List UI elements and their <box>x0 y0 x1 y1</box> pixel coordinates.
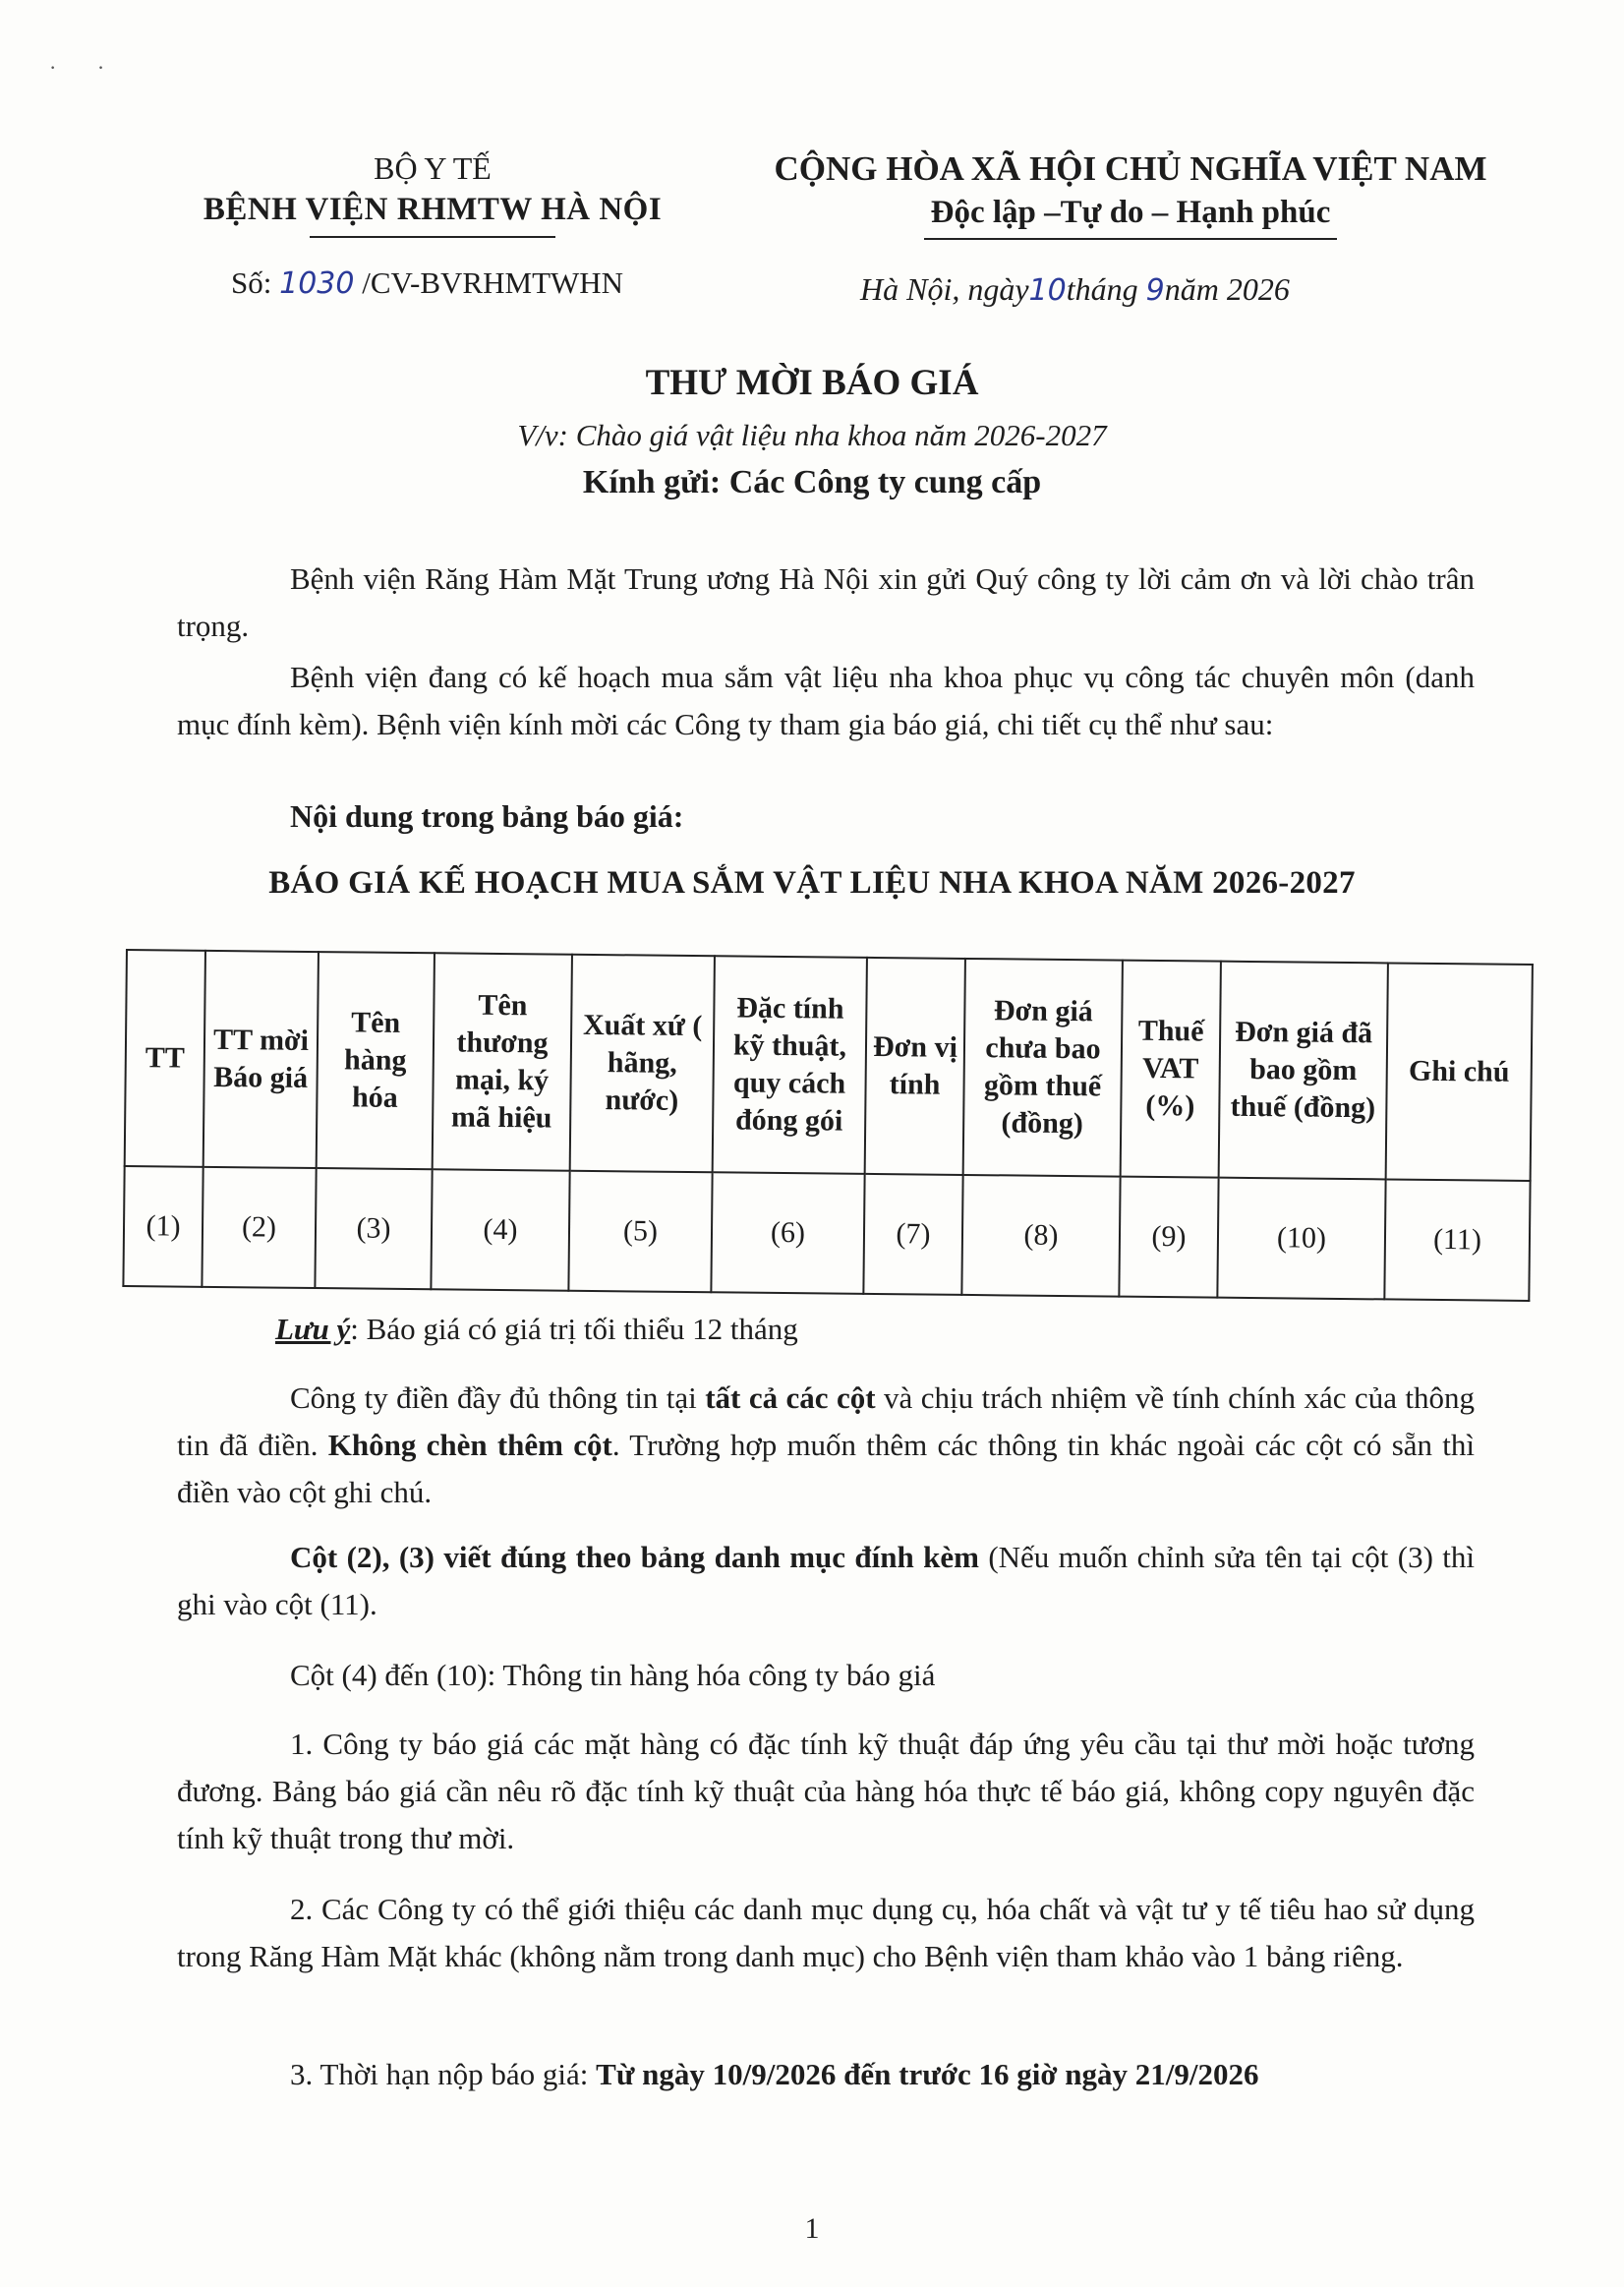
letter-subject: V/v: Chào giá vật liệu nha khoa năm 2026-2027 <box>517 418 1107 452</box>
handwritten-month: 9 <box>1145 273 1165 308</box>
note-label: Lưu ý <box>275 1312 351 1346</box>
table-index-row <box>123 1166 1530 1301</box>
handwritten-day: 10 <box>1028 273 1067 308</box>
issuer-underline <box>310 236 555 238</box>
table-cell: (11) <box>1384 1179 1530 1301</box>
letter-title: THƯ MỜI BÁO GIÁ <box>645 363 979 403</box>
instruction-columns-4-10: Cột (4) đến (10): Thông tin hàng hóa công ty báo giá <box>290 1658 936 1692</box>
document-number: Số: 1030 /CV-BVRHMTWHN <box>231 265 624 301</box>
quotation-table <box>122 949 1534 1302</box>
column-header: Đơn giá đã bao gồm thuế (đồng) <box>1219 962 1388 1180</box>
table-cell: (3) <box>315 1168 432 1289</box>
table-header-row <box>125 950 1533 1181</box>
table-cell: (5) <box>568 1171 712 1293</box>
handwritten-number: 1030 <box>279 266 355 301</box>
item-3-deadline: 3. Thời hạn nộp báo giá: Từ ngày 10/9/2026 đến trước 16 giờ ngày 21/9/2026 <box>290 2057 1259 2091</box>
content-heading: Nội dung trong bảng báo giá: <box>290 798 684 834</box>
column-header: Tên thương mại, ký mã hiệu <box>433 953 572 1170</box>
column-header: Đơn giá chưa bao gồm thuế (đồng) <box>963 959 1123 1177</box>
column-header: Đặc tính kỹ thuật, quy cách đóng gói <box>713 956 867 1174</box>
instruction-columns-2-3: Cột (2), (3) viết đúng theo bảng danh mục đính kèm (Nếu muốn chỉnh sửa tên tại cột (3) thì ghi vào cột (11). <box>177 1540 1475 1621</box>
table-title: BÁO GIÁ KẾ HOẠCH MUA SẮM VẬT LIỆU NHA KHOA NĂM 2026-2027 <box>268 865 1356 901</box>
national-motto: Độc lập –Tự do – Hạnh phúc <box>930 195 1331 230</box>
intro-paragraph-2: Bệnh viện đang có kế hoạch mua sắm vật liệu nha khoa phục vụ công tác chuyên môn (danh mục đính kèm). Bệnh viện kính mời các Công ty tham gia báo giá, chi tiết cụ thể như sau: <box>177 660 1475 741</box>
column-header: Ghi chú <box>1386 963 1533 1181</box>
issuer-block <box>147 147 718 238</box>
table-cell: (1) <box>123 1166 203 1287</box>
table-cell: (7) <box>863 1174 962 1295</box>
item-1: 1. Công ty báo giá các mặt hàng có đặc tính kỹ thuật đáp ứng yêu cầu tại thư mời hoặc tương đương. Bảng báo giá cần nêu rõ đặc tính kỹ thuật của hàng hóa thực tế báo giá, không copy nguyên đặc tính kỹ thuật trong thư mời. <box>177 1727 1475 1855</box>
page-number: 1 <box>804 2212 820 2245</box>
table-cell: (6) <box>711 1172 864 1294</box>
instruction-columns: Công ty điền đầy đủ thông tin tại tất cả các cột và chịu trách nhiệm về tính chính xác của thông tin đã điền. Không chèn thêm cột. Trường hợp muốn thêm các thông tin khác ngoài các cột có sẵn thì điền vào cột ghi chú. <box>177 1380 1476 1509</box>
item-2: 2. Các Công ty có thể giới thiệu các danh mục dụng cụ, hóa chất và vật tư y tế tiêu hao sử dụng trong Răng Hàm Mặt khác (không nằm trong danh mục) cho Bệnh viện tham khảo vào 1 bảng riêng. <box>177 1892 1475 1973</box>
column-header: Xuất xứ ( hãng, nước) <box>570 955 715 1173</box>
national-heading <box>727 147 1534 240</box>
validity-note: Lưu ý: Báo giá có giá trị tối thiểu 12 tháng <box>275 1312 798 1346</box>
column-header: TT mời Báo giá <box>203 951 319 1168</box>
republic-name: CỘNG HÒA XÃ HỘI CHỦ NGHĨA VIỆT NAM <box>774 149 1487 188</box>
table-cell: (8) <box>961 1175 1120 1297</box>
column-header: Thuế VAT (%) <box>1121 961 1221 1178</box>
motto-underline <box>924 238 1337 240</box>
table-cell: (9) <box>1119 1177 1218 1298</box>
letter-recipient: Kính gửi: Các Công ty cung cấp <box>582 464 1042 500</box>
column-header: Đơn vị tính <box>865 958 965 1175</box>
intro-paragraph-1: Bệnh viện Răng Hàm Mặt Trung ương Hà Nội xin gửi Quý công ty lời cảm ơn và lời chào trân trọng. <box>177 561 1475 643</box>
table-cell: (4) <box>431 1169 569 1290</box>
ministry-name: BỘ Y TẾ <box>374 150 492 186</box>
scan-marks: · · <box>49 55 123 80</box>
hospital-name: BỆNH VIỆN RHMTW HÀ NỘI <box>203 192 663 227</box>
document-date: Hà Nội, ngày10tháng 9năm 2026 <box>860 271 1290 308</box>
table-cell: (10) <box>1217 1178 1385 1300</box>
column-header: TT <box>125 950 205 1167</box>
table-cell: (2) <box>202 1167 316 1288</box>
column-header: Tên hàng hóa <box>317 952 435 1169</box>
